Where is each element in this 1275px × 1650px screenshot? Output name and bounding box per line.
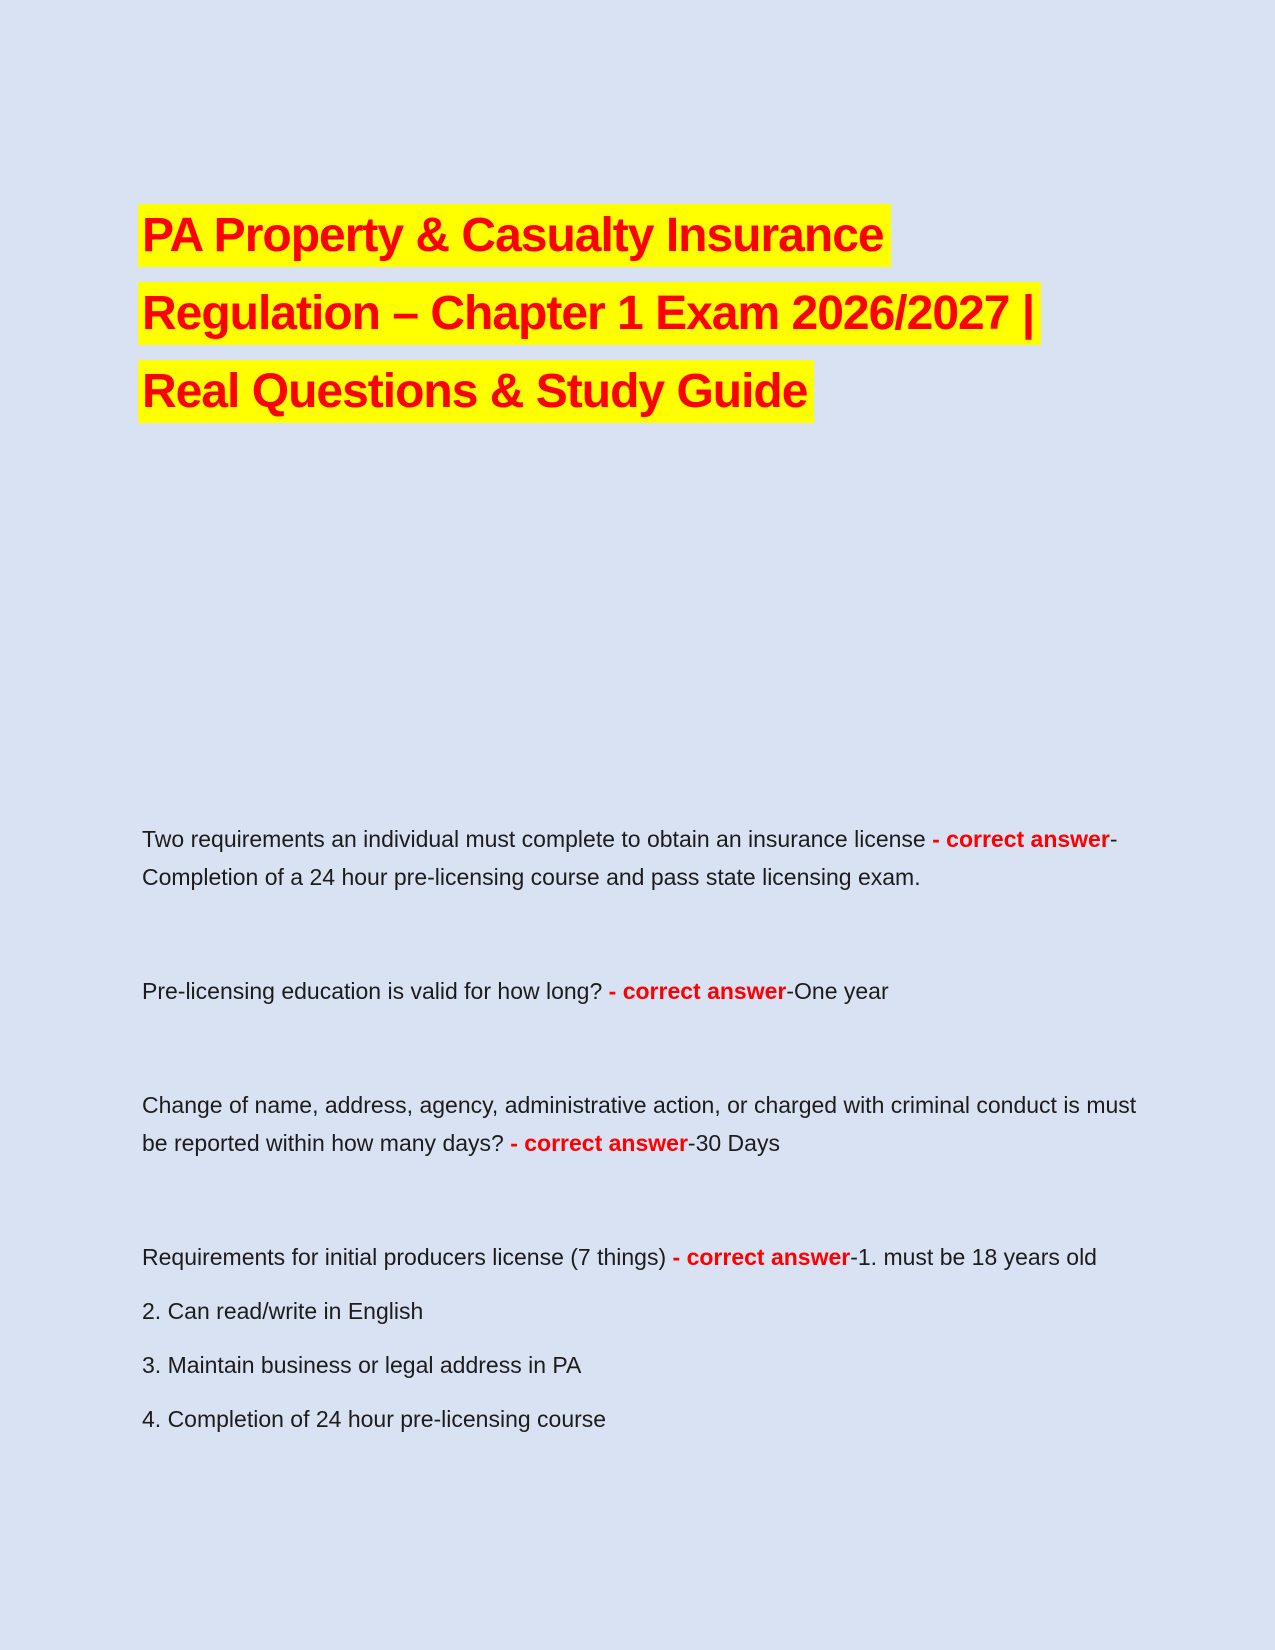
title-highlight: Regulation – Chapter 1 Exam 2026/2027 | [138, 282, 1041, 345]
title-line-1 [138, 199, 1275, 277]
answer-text: -One year [786, 978, 889, 1004]
answer-list-item-3 [142, 1346, 1147, 1384]
question-text: Change of name, address, agency, administrative action, or charged with criminal conduct is must be reported within how many days? [142, 1092, 1137, 1156]
title-highlight: Real Questions & Study Guide [138, 360, 814, 423]
qa-list [142, 820, 1147, 1438]
answer-text: -Completion of a 24 hour pre-licensing course and pass state licensing exam. [142, 826, 1118, 890]
document-title [138, 199, 1275, 433]
answer-text: 3. Maintain business or legal address in PA [142, 1352, 582, 1378]
correct-answer-marker: - correct answer [932, 826, 1110, 852]
answer-list-item-2 [142, 1292, 1147, 1330]
qa-item-1 [142, 820, 1147, 896]
answer-text: -1. must be 18 years old [850, 1244, 1097, 1270]
qa-item-2 [142, 972, 1147, 1010]
question-text: Pre-licensing education is valid for how long? [142, 978, 609, 1004]
answer-text: 4. Completion of 24 hour pre-licensing course [142, 1406, 607, 1432]
question-text: Two requirements an individual must complete to obtain an insurance license [142, 826, 933, 852]
answer-text: -30 Days [687, 1130, 780, 1156]
correct-answer-marker: - correct answer [510, 1130, 688, 1156]
title-highlight: PA Property & Casualty Insurance [138, 204, 891, 267]
correct-answer-marker: - correct answer [608, 978, 787, 1004]
qa-item-3 [142, 1086, 1147, 1162]
question-text: Requirements for initial producers license (7 things) [142, 1244, 673, 1270]
qa-item-4 [142, 1238, 1147, 1276]
answer-list-item-4 [142, 1400, 1147, 1438]
title-line-2 [138, 277, 1275, 355]
answer-text: 2. Can read/write in English [142, 1298, 424, 1324]
correct-answer-marker: - correct answer [672, 1244, 851, 1270]
title-line-3 [138, 355, 1275, 433]
